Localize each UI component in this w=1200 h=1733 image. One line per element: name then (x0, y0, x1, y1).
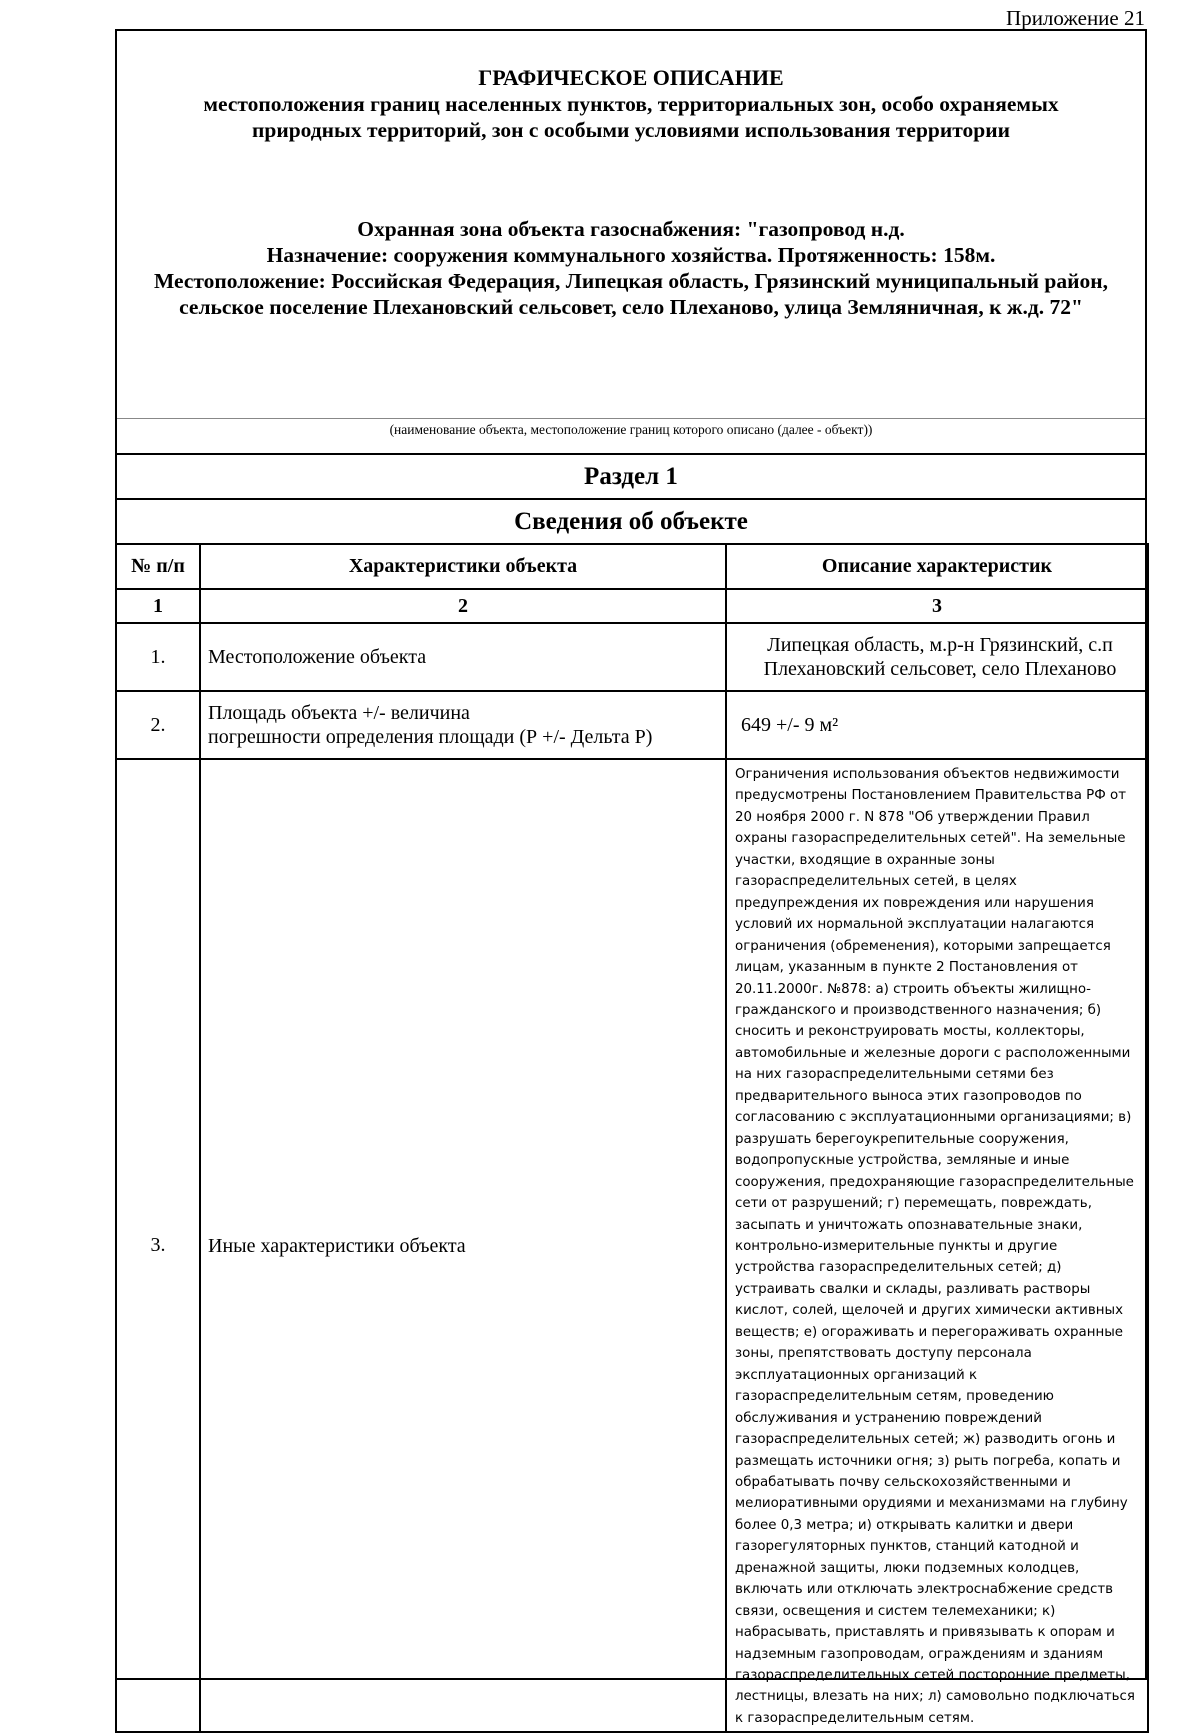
appendix-label: Приложение 21 (1006, 6, 1145, 30)
column-number-2: 2 (200, 589, 726, 623)
row-description-line-1: Липецкая область, м.р-н Грязинский, с.п (767, 634, 1113, 656)
section-title: Раздел 1 (117, 453, 1145, 498)
document-subtitle (117, 91, 1145, 143)
subtitle-line-2: природных территорий, зон с особыми условиями использования территории (251, 118, 1011, 142)
document-sheet (115, 29, 1147, 1726)
row-index: 2. (116, 691, 200, 759)
row-characteristic-line-1: Площадь объекта +/- величина (208, 702, 470, 724)
header-block (117, 31, 1145, 437)
row-description (726, 623, 1148, 691)
document-title: ГРАФИЧЕСКОЕ ОПИСАНИЕ (478, 65, 784, 90)
column-header-characteristics: Характеристики объекта (200, 544, 726, 589)
object-name-line-2: Назначение: сооружения коммунального хозяйства. Протяженность: 158м. (266, 243, 996, 267)
section-heading: Сведения об объекте (117, 498, 1145, 543)
object-info-table (115, 543, 1149, 1733)
table-row (116, 623, 1148, 691)
row-characteristic-line-2: погрешности определения площади (Р +/- Дельта Р) (208, 726, 653, 748)
subtitle-line-1: местоположения границ населенных пунктов, территориальных зон, особо охраняемых (203, 92, 1059, 116)
object-underline (117, 418, 1145, 419)
column-number-row (116, 589, 1148, 623)
table-header-row (116, 544, 1148, 589)
object-location: Местоположение: Российская Федерация, Липецкая область, Грязинский муниципальный район, сельское поселение Плехановский сельсовет, село Плеханово, улица Земляничная, к ж.д. 72" (154, 269, 1108, 319)
column-header-number: № п/п (116, 544, 200, 589)
row-characteristic: Иные характеристики объекта (200, 759, 726, 1732)
row-index: 1. (116, 623, 200, 691)
row-description: 649 +/- 9 м² (726, 691, 1148, 759)
object-name (129, 216, 1133, 320)
object-caption: (наименование объекта, местоположение границ которого описано (далее - объект)) (389, 422, 873, 437)
table-row (116, 691, 1148, 759)
column-header-description: Описание характеристик (726, 544, 1148, 589)
table-row (116, 759, 1148, 1732)
row-characteristic (200, 691, 726, 759)
column-number-3: 3 (726, 589, 1148, 623)
row-description-line-2: Плехановский сельсовет, село Плеханово (763, 658, 1117, 680)
column-number-1: 1 (116, 589, 200, 623)
row-characteristic: Местоположение объекта (200, 623, 726, 691)
row-index: 3. (116, 759, 200, 1732)
row-description: Ограничения использования объектов недвижимости предусмотрены Постановлением Правительства РФ от 20 ноября 2000 г. N 878 "Об утверждении Правил охраны газораспределительных сетей". На земельные участки, входящие в охранные зоны газораспределительных сетей, в целях предупреждения их повреждения или нарушения условий их нормальной эксплуатации налагаются ограничения (обременения), которыми запрещается лицам, указанным в пункте 2 Постановления от 20.11.2000г. №878: а) строить объекты жилищно-гражданского и производственного назначения; б) сносить и реконструировать мосты, коллекторы, автомобильные и железные дороги с расположенными на них газораспределительными сетями без предварительного выноса этих газопроводов по согласованию с эксплуатационными организациями; в) разрушать берегоукрепительные сооружения, водопропускные устройства, земляные и иные сооружения, предохраняющие газораспределительные сети от разрушений; г) перемещать, повреждать, засыпать и уничтожать опознавательные знаки, контрольно-измерительные пункты и другие устройства газораспределительных сетей; д) устраивать свалки и склады, разливать растворы кислот, солей, щелочей и других химически активных веществ; е) огораживать и перегораживать охранные зоны, препятствовать доступу персонала эксплуатационных организаций к газораспределительным сетям, проведению обслуживания и устранению повреждений газораспределительных сетей; ж) разводить огонь и размещать источники огня; з) рыть погреба, копать и обрабатывать почву сельскохозяйственными и мелиоративными орудиями и механизмами на глубину более 0,3 метра; и) открывать калитки и двери газорегуляторных пунктов, станций катодной и дренажной защиты, люки подземных колодцев, включать или отключать электроснабжение средств связи, освещения и систем телемеханики; к) набрасывать, приставлять и привязывать к опорам и надземным газопроводам, ограждениям и зданиям газораспределительных сетей посторонние предметы, лестницы, влезать на них; л) самовольно подключаться к газораспределительным сетям. (726, 759, 1148, 1732)
object-name-line-1: Охранная зона объекта газоснабжения: "газопровод н.д. (357, 217, 905, 241)
